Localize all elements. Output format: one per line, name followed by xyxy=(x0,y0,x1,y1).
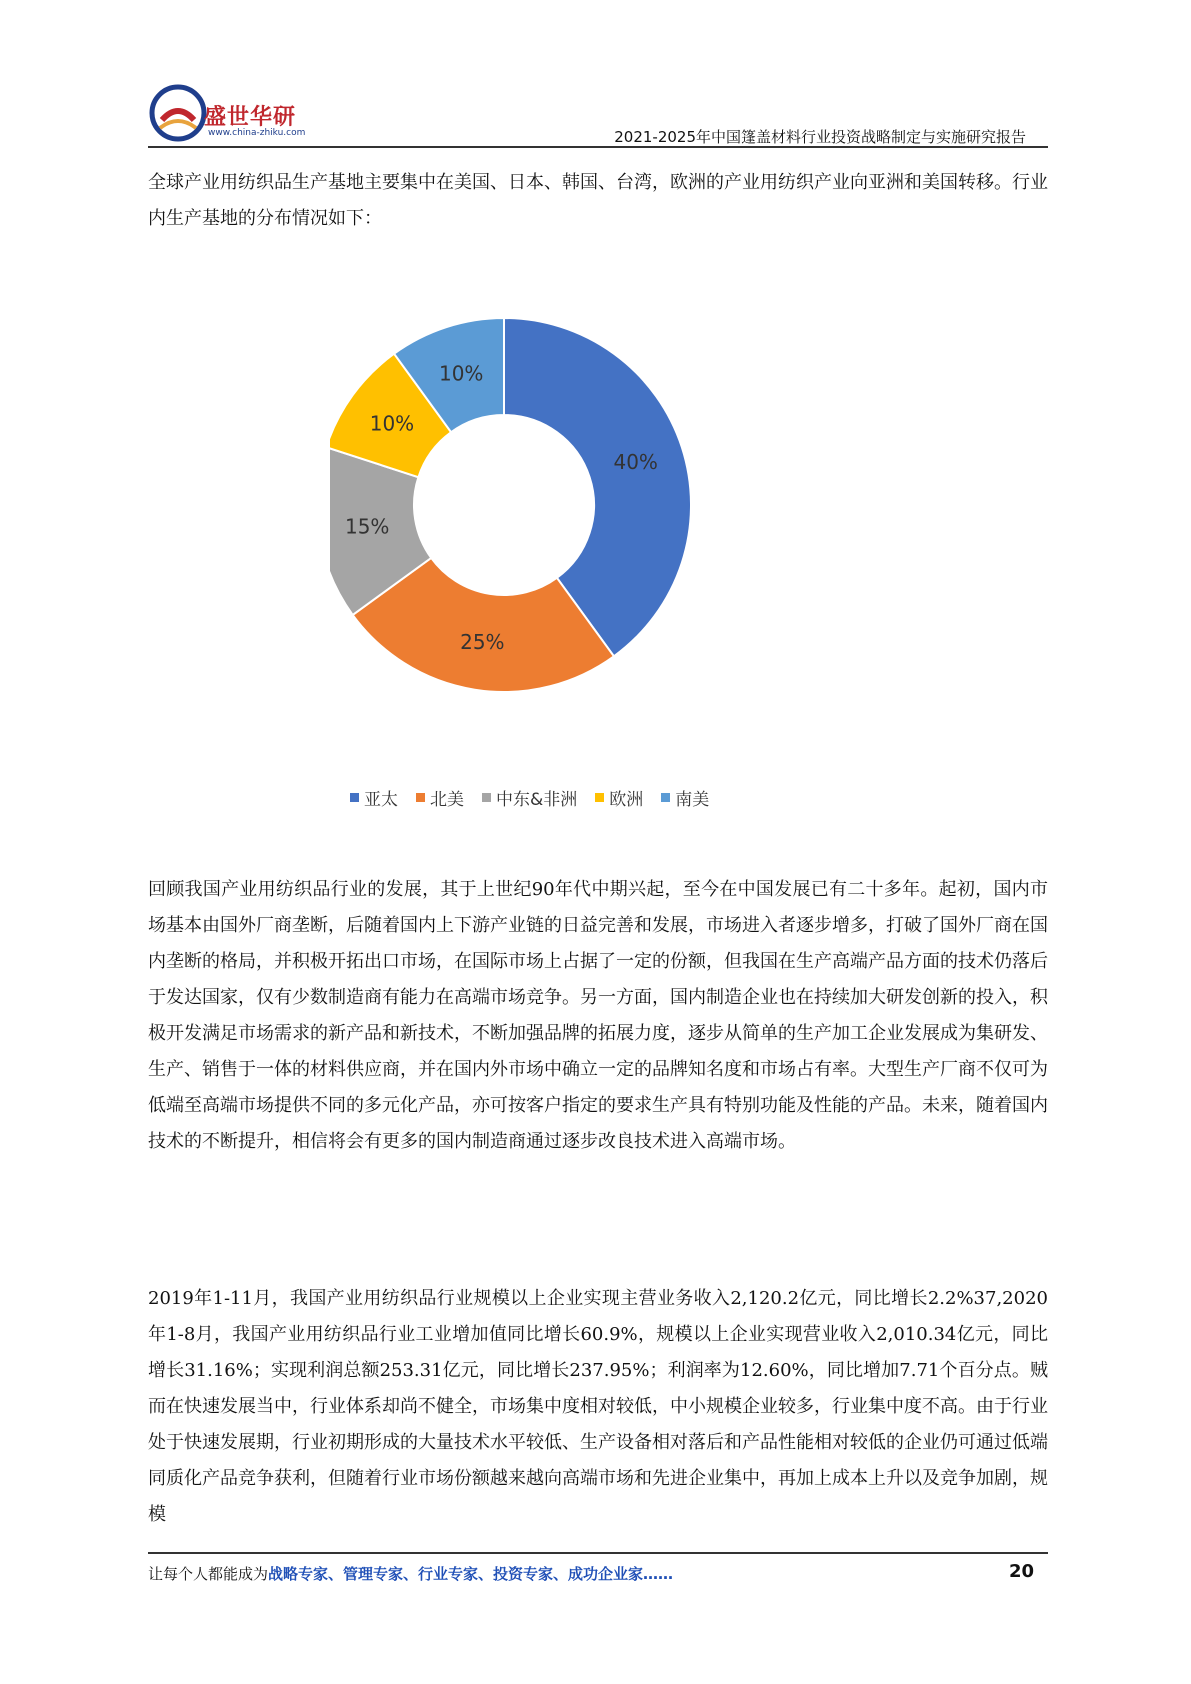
legend-label: 中东&非洲 xyxy=(496,790,578,810)
page-footer xyxy=(148,1563,1048,1584)
paragraph-history: 回顾我国产业用纺织品行业的发展，其于上世纪90年代中期兴起，至今在中国发展已有二十多年。起初，国内市场基本由国外厂商垄断，后随着国内上下游产业链的日益完善和发展，市场进入者逐步增多，打破了国外厂商在国内垄断的格局，并积极开拓出口市场，在国际市场上占据了一定的份额，但我国在生产高端产品方面的技术仍落后于发达国家，仅有少数制造商有能力在高端市场竞争。另一方面，国内制造企业也在持续加大研发创新的投入，积极开发满足市场需求的新产品和新技术，不断加强品牌的拓展力度，逐步从简单的生产加工企业发展成为集研发、生产、销售于一体的材料供应商，并在国内外市场中确立一定的品牌知名度和市场占有率。大型生产厂商不仅可为低端至高端市场提供不同的多元化产品，亦可按客户指定的要求生产具有特别功能及性能的产品。未来，随着国内技术的不断提升，相信将会有更多的国内制造商通过逐步改良技术进入高端市场。 xyxy=(148,879,1048,1152)
legend-swatch xyxy=(595,793,604,802)
legend-swatch xyxy=(482,793,491,802)
header-divider xyxy=(148,146,1048,148)
logo-url: www.china-zhiku.com xyxy=(208,128,306,138)
logo-text: 盛世华研 xyxy=(204,105,297,130)
legend-label: 亚太 xyxy=(364,790,398,810)
legend-swatch xyxy=(350,793,359,802)
legend-swatch xyxy=(661,793,670,802)
page-number: 20 xyxy=(1008,1561,1034,1582)
legend-item xyxy=(482,785,577,810)
slice-data-label: 10% xyxy=(438,361,484,386)
legend-item xyxy=(416,785,464,810)
legend-item xyxy=(350,785,398,810)
slice-data-label: 25% xyxy=(460,629,505,654)
report-title: 2021-2025年中国篷盖材料行业投资战略制定与实施研究报告 xyxy=(614,128,1026,146)
legend-swatch xyxy=(416,793,425,802)
page-header xyxy=(148,80,1048,146)
company-logo xyxy=(148,80,318,146)
slice-data-label: 40% xyxy=(613,450,658,475)
legend-label: 北美 xyxy=(430,790,464,810)
legend-item xyxy=(661,785,709,810)
paragraph-intro: 全球产业用纺织品生产基地主要集中在美国、日本、韩国、台湾，欧洲的产业用纺织产业向亚洲和美国转移。行业内生产基地的分布情况如下： xyxy=(148,172,1048,229)
slice-data-label: 15% xyxy=(344,514,390,539)
footer-slogan-lead: 让每个人都能成为 xyxy=(148,1565,269,1583)
logo-mark-icon xyxy=(148,80,208,146)
footer-divider xyxy=(148,1552,1048,1554)
footer-slogan-accent: 战略专家、管理专家、行业专家、投资专家、成功企业家…… xyxy=(268,1565,674,1583)
paragraph-statistics: 2019年1-11月，我国产业用纺织品行业规模以上企业实现主营业务收入2,120.2亿元，同比增长2.2%37,2020年1-8月，我国产业用纺织品行业工业增加值同比增长60.9%，规模以上企业实现营业收入2,010.34亿元，同比增长31.16%；实现利润总额253.31亿元，同比增长237.95%；利润率为12.60%，同比增加7.71个百分点。贼而在快速发展当中，行业体系却尚不健全，市场集中度相对较低，中小规模企业较多，行业集中度不高。由于行业处于快速发展期，行业初期形成的大量技术水平较低、生产设备相对落后和产品性能相对较低的企业仍可通过低端同质化产品竞争获利，但随着行业市场份额越来越向高端市场和先进企业集中，再加上成本上升以及竞争加剧，规模 xyxy=(148,1288,1048,1525)
legend-label: 欧洲 xyxy=(609,790,644,810)
legend-item xyxy=(595,785,643,810)
legend-label: 南美 xyxy=(675,790,710,810)
slice-data-label: 10% xyxy=(369,411,415,436)
donut-chart xyxy=(330,310,830,790)
donut-chart-svg xyxy=(330,310,830,790)
chart-legend xyxy=(350,785,709,810)
